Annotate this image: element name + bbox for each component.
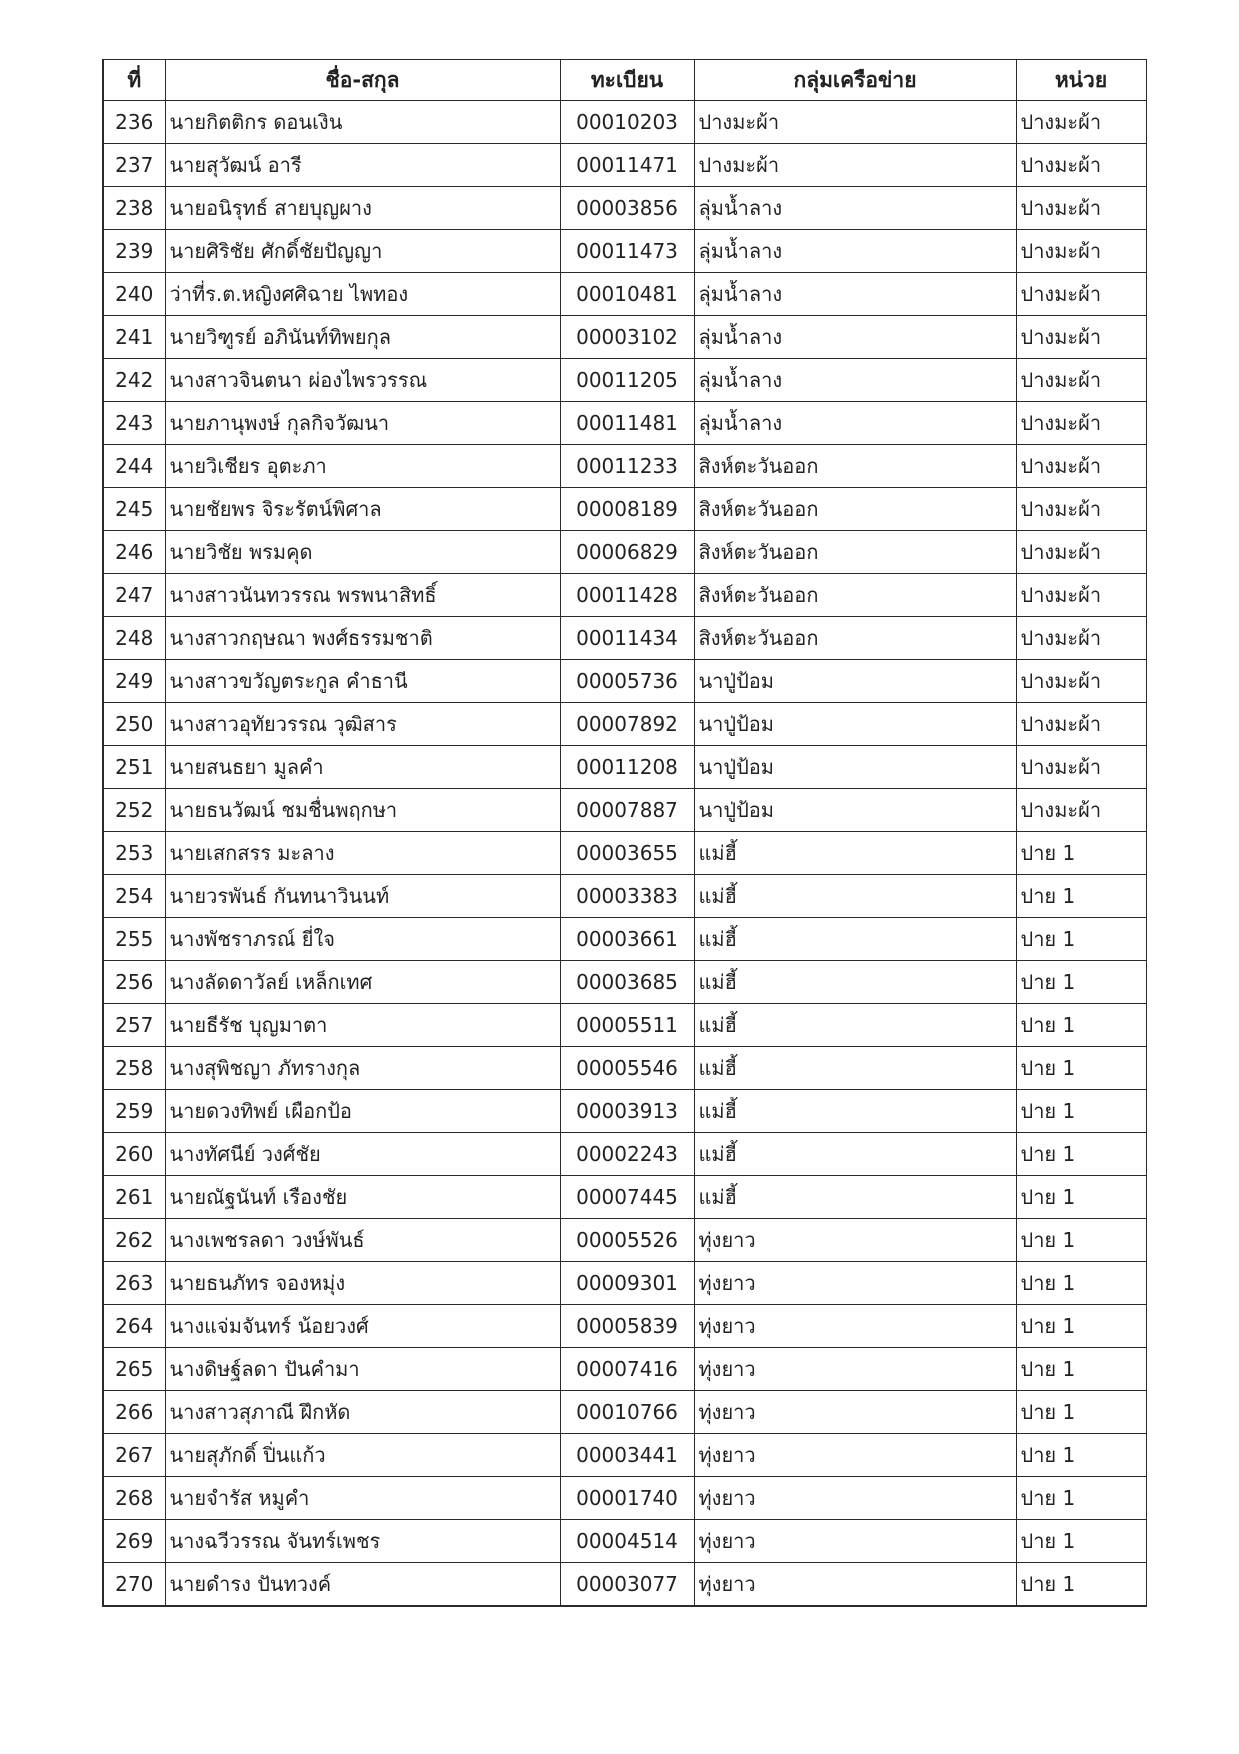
cell-registration: 00011434 bbox=[560, 617, 694, 660]
cell-unit: ปาย 1 bbox=[1016, 1391, 1146, 1434]
cell-network-group: ทุ่งยาว bbox=[694, 1348, 1016, 1391]
cell-name: นายจำรัส หมูคำ bbox=[165, 1477, 560, 1520]
table-row bbox=[103, 746, 1146, 789]
cell-name: นายศิริชัย ศักดิ์ชัยปัญญา bbox=[165, 230, 560, 273]
cell-network-group: นาปู่ป้อม bbox=[694, 703, 1016, 746]
cell-no: 238 bbox=[103, 187, 165, 230]
cell-network-group: ทุ่งยาว bbox=[694, 1305, 1016, 1348]
cell-registration: 00011208 bbox=[560, 746, 694, 789]
cell-unit: ปางมะผ้า bbox=[1016, 703, 1146, 746]
cell-network-group: แม่ฮี้ bbox=[694, 1133, 1016, 1176]
cell-no: 253 bbox=[103, 832, 165, 875]
cell-network-group: ทุ่งยาว bbox=[694, 1391, 1016, 1434]
cell-network-group: สิงห์ตะวันออก bbox=[694, 445, 1016, 488]
cell-no: 249 bbox=[103, 660, 165, 703]
cell-name: นางแจ่มจันทร์ น้อยวงศ์ bbox=[165, 1305, 560, 1348]
cell-name: นายสุวัฒน์ อารี bbox=[165, 144, 560, 187]
cell-name: นางสาวนันทวรรณ พรพนาสิทธิ์ bbox=[165, 574, 560, 617]
cell-no: 255 bbox=[103, 918, 165, 961]
cell-network-group: ทุ่งยาว bbox=[694, 1262, 1016, 1305]
cell-name: นายชัยพร จิระรัตน์พิศาล bbox=[165, 488, 560, 531]
cell-no: 242 bbox=[103, 359, 165, 402]
cell-name: นายสนธยา มูลคำ bbox=[165, 746, 560, 789]
table-row bbox=[103, 1090, 1146, 1133]
cell-network-group: ลุ่มน้ำลาง bbox=[694, 230, 1016, 273]
cell-no: 241 bbox=[103, 316, 165, 359]
cell-unit: ปางมะผ้า bbox=[1016, 574, 1146, 617]
table-row bbox=[103, 1262, 1146, 1305]
table-row bbox=[103, 1563, 1146, 1607]
table-row bbox=[103, 531, 1146, 574]
table-row bbox=[103, 574, 1146, 617]
cell-name: นางพัชราภรณ์ ยี่ใจ bbox=[165, 918, 560, 961]
cell-network-group: ทุ่งยาว bbox=[694, 1520, 1016, 1563]
header-row bbox=[103, 60, 1146, 101]
cell-registration: 00010766 bbox=[560, 1391, 694, 1434]
cell-unit: ปาย 1 bbox=[1016, 918, 1146, 961]
cell-unit: ปางมะผ้า bbox=[1016, 187, 1146, 230]
cell-unit: ปาย 1 bbox=[1016, 1047, 1146, 1090]
cell-unit: ปาย 1 bbox=[1016, 1305, 1146, 1348]
cell-registration: 00011205 bbox=[560, 359, 694, 402]
cell-registration: 00007892 bbox=[560, 703, 694, 746]
cell-network-group: แม่ฮี้ bbox=[694, 1176, 1016, 1219]
cell-unit: ปางมะผ้า bbox=[1016, 789, 1146, 832]
cell-registration: 00011233 bbox=[560, 445, 694, 488]
cell-name: นางสาวจินตนา ผ่องไพรวรรณ bbox=[165, 359, 560, 402]
cell-name: ว่าที่ร.ต.หญิงศศิฉาย ไพทอง bbox=[165, 273, 560, 316]
cell-no: 251 bbox=[103, 746, 165, 789]
cell-unit: ปาย 1 bbox=[1016, 1133, 1146, 1176]
cell-network-group: แม่ฮี้ bbox=[694, 1047, 1016, 1090]
table-row bbox=[103, 187, 1146, 230]
cell-network-group: ทุ่งยาว bbox=[694, 1219, 1016, 1262]
roster-table bbox=[102, 59, 1147, 1607]
table-row bbox=[103, 402, 1146, 445]
cell-unit: ปางมะผ้า bbox=[1016, 316, 1146, 359]
cell-registration: 00003102 bbox=[560, 316, 694, 359]
table-row bbox=[103, 1477, 1146, 1520]
cell-registration: 00005839 bbox=[560, 1305, 694, 1348]
cell-unit: ปางมะผ้า bbox=[1016, 488, 1146, 531]
table-row bbox=[103, 961, 1146, 1004]
table-body bbox=[103, 101, 1146, 1607]
cell-network-group: นาปู่ป้อม bbox=[694, 789, 1016, 832]
cell-unit: ปาย 1 bbox=[1016, 1434, 1146, 1477]
cell-network-group: ลุ่มน้ำลาง bbox=[694, 402, 1016, 445]
cell-registration: 00003383 bbox=[560, 875, 694, 918]
table-row bbox=[103, 230, 1146, 273]
cell-registration: 00003661 bbox=[560, 918, 694, 961]
cell-network-group: ปางมะผ้า bbox=[694, 101, 1016, 144]
cell-no: 248 bbox=[103, 617, 165, 660]
cell-no: 261 bbox=[103, 1176, 165, 1219]
cell-no: 245 bbox=[103, 488, 165, 531]
cell-unit: ปางมะผ้า bbox=[1016, 531, 1146, 574]
cell-unit: ปางมะผ้า bbox=[1016, 617, 1146, 660]
cell-name: นายวรพันธ์ กันทนาวินนท์ bbox=[165, 875, 560, 918]
cell-registration: 00004514 bbox=[560, 1520, 694, 1563]
cell-no: 239 bbox=[103, 230, 165, 273]
table-row bbox=[103, 144, 1146, 187]
cell-no: 247 bbox=[103, 574, 165, 617]
cell-no: 256 bbox=[103, 961, 165, 1004]
cell-name: นายวิเชียร อุตะภา bbox=[165, 445, 560, 488]
cell-no: 267 bbox=[103, 1434, 165, 1477]
cell-no: 266 bbox=[103, 1391, 165, 1434]
table-row bbox=[103, 918, 1146, 961]
cell-registration: 00005546 bbox=[560, 1047, 694, 1090]
cell-network-group: ทุ่งยาว bbox=[694, 1477, 1016, 1520]
table-row bbox=[103, 1004, 1146, 1047]
cell-no: 262 bbox=[103, 1219, 165, 1262]
table-row bbox=[103, 1176, 1146, 1219]
header-unit: หน่วย bbox=[1016, 60, 1146, 101]
table-row bbox=[103, 1434, 1146, 1477]
cell-network-group: ปางมะผ้า bbox=[694, 144, 1016, 187]
table-row bbox=[103, 703, 1146, 746]
cell-network-group: แม่ฮี้ bbox=[694, 918, 1016, 961]
cell-network-group: ลุ่มน้ำลาง bbox=[694, 187, 1016, 230]
cell-name: นางสาวขวัญตระกูล คำธานี bbox=[165, 660, 560, 703]
cell-unit: ปาย 1 bbox=[1016, 1090, 1146, 1133]
cell-registration: 00005526 bbox=[560, 1219, 694, 1262]
cell-name: นายวิฑูรย์ อภินันท์ทิพยกุล bbox=[165, 316, 560, 359]
header-registration: ทะเบียน bbox=[560, 60, 694, 101]
cell-network-group: แม่ฮี้ bbox=[694, 1090, 1016, 1133]
cell-registration: 00009301 bbox=[560, 1262, 694, 1305]
cell-unit: ปาย 1 bbox=[1016, 961, 1146, 1004]
cell-network-group: แม่ฮี้ bbox=[694, 1004, 1016, 1047]
table-row bbox=[103, 445, 1146, 488]
cell-unit: ปาย 1 bbox=[1016, 1176, 1146, 1219]
cell-registration: 00007887 bbox=[560, 789, 694, 832]
cell-no: 240 bbox=[103, 273, 165, 316]
cell-network-group: นาปู่ป้อม bbox=[694, 660, 1016, 703]
cell-name: นายอนิรุทธ์ สายบุญผาง bbox=[165, 187, 560, 230]
cell-unit: ปาย 1 bbox=[1016, 1348, 1146, 1391]
table-header bbox=[103, 60, 1146, 101]
cell-network-group: สิงห์ตะวันออก bbox=[694, 617, 1016, 660]
table-row bbox=[103, 875, 1146, 918]
header-no: ที่ bbox=[103, 60, 165, 101]
cell-no: 259 bbox=[103, 1090, 165, 1133]
cell-no: 252 bbox=[103, 789, 165, 832]
cell-registration: 00011471 bbox=[560, 144, 694, 187]
cell-unit: ปางมะผ้า bbox=[1016, 101, 1146, 144]
cell-name: นางสาวอุทัยวรรณ วุฒิสาร bbox=[165, 703, 560, 746]
cell-registration: 00007445 bbox=[560, 1176, 694, 1219]
cell-network-group: สิงห์ตะวันออก bbox=[694, 574, 1016, 617]
cell-no: 260 bbox=[103, 1133, 165, 1176]
table-row bbox=[103, 789, 1146, 832]
cell-no: 257 bbox=[103, 1004, 165, 1047]
cell-unit: ปาย 1 bbox=[1016, 1520, 1146, 1563]
cell-unit: ปางมะผ้า bbox=[1016, 144, 1146, 187]
cell-name: นายกิตติกร ดอนเงิน bbox=[165, 101, 560, 144]
cell-name: นางลัดดาวัลย์ เหล็กเทศ bbox=[165, 961, 560, 1004]
cell-no: 246 bbox=[103, 531, 165, 574]
cell-name: นางเพชรลดา วงษ์พันธ์ bbox=[165, 1219, 560, 1262]
cell-unit: ปางมะผ้า bbox=[1016, 230, 1146, 273]
cell-name: นายธีรัช บุญมาตา bbox=[165, 1004, 560, 1047]
cell-registration: 00005511 bbox=[560, 1004, 694, 1047]
cell-registration: 00010481 bbox=[560, 273, 694, 316]
cell-network-group: สิงห์ตะวันออก bbox=[694, 531, 1016, 574]
cell-no: 243 bbox=[103, 402, 165, 445]
cell-unit: ปางมะผ้า bbox=[1016, 445, 1146, 488]
table-row bbox=[103, 617, 1146, 660]
cell-no: 269 bbox=[103, 1520, 165, 1563]
header-name: ชื่อ-สกุล bbox=[165, 60, 560, 101]
cell-unit: ปาย 1 bbox=[1016, 1004, 1146, 1047]
table-row bbox=[103, 1391, 1146, 1434]
cell-registration: 00008189 bbox=[560, 488, 694, 531]
cell-unit: ปาย 1 bbox=[1016, 875, 1146, 918]
cell-network-group: ทุ่งยาว bbox=[694, 1434, 1016, 1477]
cell-unit: ปางมะผ้า bbox=[1016, 402, 1146, 445]
cell-registration: 00002243 bbox=[560, 1133, 694, 1176]
cell-name: นายธนวัฒน์ ชมชื่นพฤกษา bbox=[165, 789, 560, 832]
cell-name: นางสุพิชญา ภัทรางกุล bbox=[165, 1047, 560, 1090]
cell-network-group: สิงห์ตะวันออก bbox=[694, 488, 1016, 531]
cell-network-group: ลุ่มน้ำลาง bbox=[694, 359, 1016, 402]
cell-network-group: แม่ฮี้ bbox=[694, 961, 1016, 1004]
cell-name: นางทัศนีย์ วงศ์ชัย bbox=[165, 1133, 560, 1176]
cell-registration: 00003685 bbox=[560, 961, 694, 1004]
cell-network-group: นาปู่ป้อม bbox=[694, 746, 1016, 789]
table-row bbox=[103, 1047, 1146, 1090]
cell-name: นายดำรง ปันทวงค์ bbox=[165, 1563, 560, 1607]
cell-registration: 00003441 bbox=[560, 1434, 694, 1477]
cell-no: 236 bbox=[103, 101, 165, 144]
cell-registration: 00001740 bbox=[560, 1477, 694, 1520]
cell-unit: ปางมะผ้า bbox=[1016, 746, 1146, 789]
table-row bbox=[103, 316, 1146, 359]
cell-name: นายภานุพงษ์ กุลกิจวัฒนา bbox=[165, 402, 560, 445]
cell-registration: 00011473 bbox=[560, 230, 694, 273]
cell-name: นายณัฐนันท์ เรืองชัย bbox=[165, 1176, 560, 1219]
cell-unit: ปางมะผ้า bbox=[1016, 359, 1146, 402]
table-row bbox=[103, 1305, 1146, 1348]
cell-registration: 00003856 bbox=[560, 187, 694, 230]
cell-no: 263 bbox=[103, 1262, 165, 1305]
table-row bbox=[103, 488, 1146, 531]
cell-unit: ปาย 1 bbox=[1016, 832, 1146, 875]
cell-network-group: ลุ่มน้ำลาง bbox=[694, 316, 1016, 359]
cell-name: นางสาวสุภาณี ฝึกหัด bbox=[165, 1391, 560, 1434]
cell-no: 250 bbox=[103, 703, 165, 746]
cell-no: 268 bbox=[103, 1477, 165, 1520]
cell-registration: 00003913 bbox=[560, 1090, 694, 1133]
cell-no: 258 bbox=[103, 1047, 165, 1090]
table-row bbox=[103, 1219, 1146, 1262]
table-row bbox=[103, 832, 1146, 875]
cell-unit: ปาย 1 bbox=[1016, 1477, 1146, 1520]
cell-no: 244 bbox=[103, 445, 165, 488]
table-row bbox=[103, 101, 1146, 144]
cell-network-group: แม่ฮี้ bbox=[694, 875, 1016, 918]
cell-registration: 00003077 bbox=[560, 1563, 694, 1607]
table-row bbox=[103, 273, 1146, 316]
cell-registration: 00010203 bbox=[560, 101, 694, 144]
cell-network-group: แม่ฮี้ bbox=[694, 832, 1016, 875]
table-row bbox=[103, 1348, 1146, 1391]
table-row bbox=[103, 1133, 1146, 1176]
cell-unit: ปางมะผ้า bbox=[1016, 660, 1146, 703]
cell-registration: 00011428 bbox=[560, 574, 694, 617]
cell-registration: 00011481 bbox=[560, 402, 694, 445]
cell-unit: ปาย 1 bbox=[1016, 1219, 1146, 1262]
cell-registration: 00006829 bbox=[560, 531, 694, 574]
cell-registration: 00005736 bbox=[560, 660, 694, 703]
cell-name: นายสุภักดิ์ ปิ่นแก้ว bbox=[165, 1434, 560, 1477]
cell-name: นายธนภัทร จองหมุ่ง bbox=[165, 1262, 560, 1305]
cell-name: นางสาวกฤษณา พงศ์ธรรมชาติ bbox=[165, 617, 560, 660]
cell-unit: ปาย 1 bbox=[1016, 1563, 1146, 1607]
header-network-group: กลุ่มเครือข่าย bbox=[694, 60, 1016, 101]
table-row bbox=[103, 359, 1146, 402]
cell-no: 270 bbox=[103, 1563, 165, 1607]
cell-no: 254 bbox=[103, 875, 165, 918]
cell-unit: ปางมะผ้า bbox=[1016, 273, 1146, 316]
cell-unit: ปาย 1 bbox=[1016, 1262, 1146, 1305]
cell-no: 237 bbox=[103, 144, 165, 187]
cell-name: นางดิษฐ์ลดา ปันคำมา bbox=[165, 1348, 560, 1391]
cell-network-group: ลุ่มน้ำลาง bbox=[694, 273, 1016, 316]
cell-registration: 00003655 bbox=[560, 832, 694, 875]
cell-no: 264 bbox=[103, 1305, 165, 1348]
table-row bbox=[103, 1520, 1146, 1563]
cell-name: นายวิชัย พรมคุด bbox=[165, 531, 560, 574]
cell-name: นายเสกสรร มะลาง bbox=[165, 832, 560, 875]
cell-name: นายดวงทิพย์ เผือกป้อ bbox=[165, 1090, 560, 1133]
cell-no: 265 bbox=[103, 1348, 165, 1391]
cell-name: นางฉวีวรรณ จันทร์เพชร bbox=[165, 1520, 560, 1563]
cell-registration: 00007416 bbox=[560, 1348, 694, 1391]
cell-network-group: ทุ่งยาว bbox=[694, 1563, 1016, 1607]
table-row bbox=[103, 660, 1146, 703]
